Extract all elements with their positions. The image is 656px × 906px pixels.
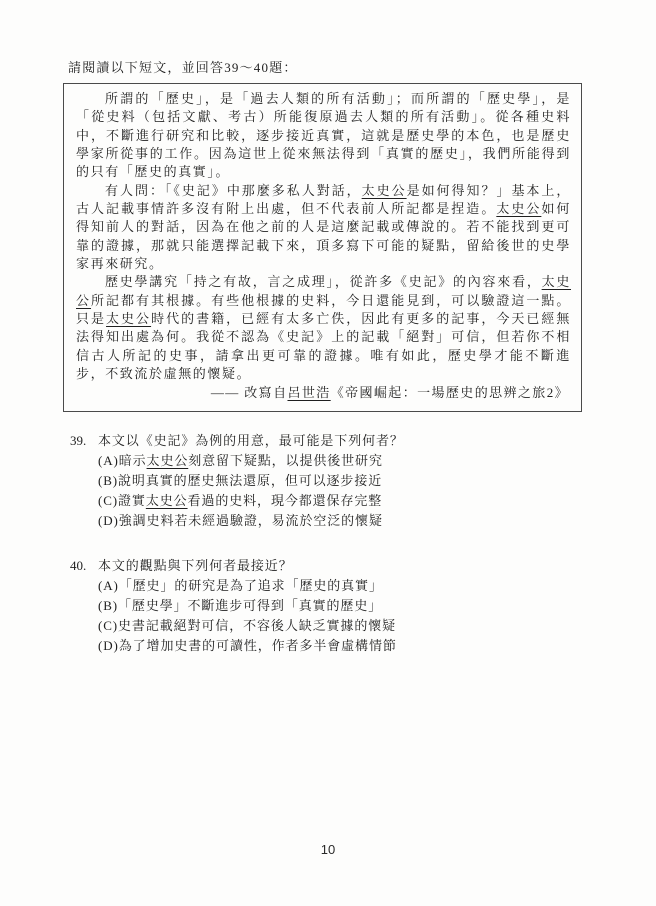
text-segment: (B)說明真實的歷史無法還原，但可以逐步接近 xyxy=(98,473,383,488)
text-segment: 如何得知前人的對話，因為在他之前的人是這麼記載或傳說的。若不能找到更可靠的證據，那就只能選擇記載下來，頂多寫下可能的疑點，留給後世的史學家再來研究。 xyxy=(76,201,571,272)
question-40-option-d xyxy=(98,636,590,656)
underlined-name: 太史公 xyxy=(496,201,542,217)
question-40-option-b xyxy=(98,596,590,616)
text-segment: (D)為了增加史書的可讀性，作者多半會虛構情節 xyxy=(98,638,397,653)
text-segment: 所記都有其根據。有些他根據的史料，今日還能見到，可以驗證這一點。只是 xyxy=(76,292,571,327)
passage-paragraph-1 xyxy=(76,90,571,182)
question-39-option-b xyxy=(98,471,590,491)
text-segment: 是如何得知？」基本上，古人記載事情許多沒有附上出處，但不代表前人所記都是捏造。 xyxy=(76,182,571,217)
text-segment: 歷史學講究「持之有故，言之成理」，從許多《史記》的內容來看， xyxy=(105,274,542,290)
underlined-name: 呂世浩 xyxy=(287,384,331,400)
underlined-name: 太史公 xyxy=(146,453,189,468)
text-segment: —— 改寫自 xyxy=(210,384,288,400)
text-segment: 有人問：「《史記》中那麼多私人對話， xyxy=(105,182,362,198)
text-segment: 看過的史料，現今都還保存完整 xyxy=(187,493,383,508)
passage-attribution xyxy=(76,384,571,402)
text-segment: 《帝國崛起：一場歷史的思辨之旅2》 xyxy=(330,384,569,400)
question-40-number: 40. xyxy=(70,558,87,573)
question-39-option-d xyxy=(98,511,590,531)
text-segment: (C)證實 xyxy=(98,493,146,508)
underlined-name: 太史公 xyxy=(76,274,571,308)
text-segment: 刻意留下疑點，以提供後世研究 xyxy=(188,453,383,468)
text-segment: 時代的書籍，已經有太多亡佚，因此有更多的記事，今天已經無法得知出處為何。我從不認為《史記》上的記載「絕對」可信，但若你不相信古人所記的史事，請拿出更可靠的證據。唯有如此，歷史學才能不斷進步，不致流於虛無的懷疑。 xyxy=(76,311,571,382)
question-40-option-a xyxy=(98,576,590,596)
text-segment: (C)史書記載絕對可信，不容後人缺乏實據的懷疑 xyxy=(98,618,397,633)
question-39 xyxy=(70,431,590,531)
underlined-name: 太史公 xyxy=(361,182,407,198)
underlined-name: 太史公 xyxy=(145,493,188,508)
passage-paragraph-3 xyxy=(76,273,571,383)
question-39-option-c xyxy=(98,491,590,511)
passage-box xyxy=(63,83,582,412)
question-39-number: 39. xyxy=(70,433,87,448)
question-40-body xyxy=(98,556,590,656)
passage-paragraph-2 xyxy=(76,182,571,274)
page-number: 10 xyxy=(320,842,336,857)
question-39-option-a xyxy=(98,451,590,471)
question-40 xyxy=(70,556,590,656)
instruction-text: 請閱讀以下短文，並回答39～40題： xyxy=(68,60,298,75)
text-segment: (A)「歷史」的研究是為了追求「歷史的真實」 xyxy=(98,578,383,593)
underlined-name: 太史公 xyxy=(106,311,152,327)
question-40-stem: 本文的觀點與下列何者最接近？ xyxy=(98,558,293,573)
text-segment: (B)「歷史學」不斷進步可得到「真實的歷史」 xyxy=(98,598,383,613)
question-39-body xyxy=(98,431,590,531)
text-segment: (A)暗示 xyxy=(98,453,147,468)
question-40-option-c xyxy=(98,616,590,636)
text-segment: (D)強調史料若未經過驗證，易流於空泛的懷疑 xyxy=(98,513,383,528)
question-39-stem: 本文以《史記》為例的用意，最可能是下列何者？ xyxy=(98,433,404,448)
text-segment: 所謂的「歷史」，是「過去人類的所有活動」；而所謂的「歷史學」，是「從史料（包括文獻、考古）所能復原過去人類的所有活動」。從各種史料中，不斷進行研究和比較，逐步接近真實，這就是歷史學的本色，也是歷史學家所從事的工作。因為這世上從來無法得到「真實的歷史」，我們所能得到的只有「歷史的真實」。 xyxy=(76,91,571,180)
